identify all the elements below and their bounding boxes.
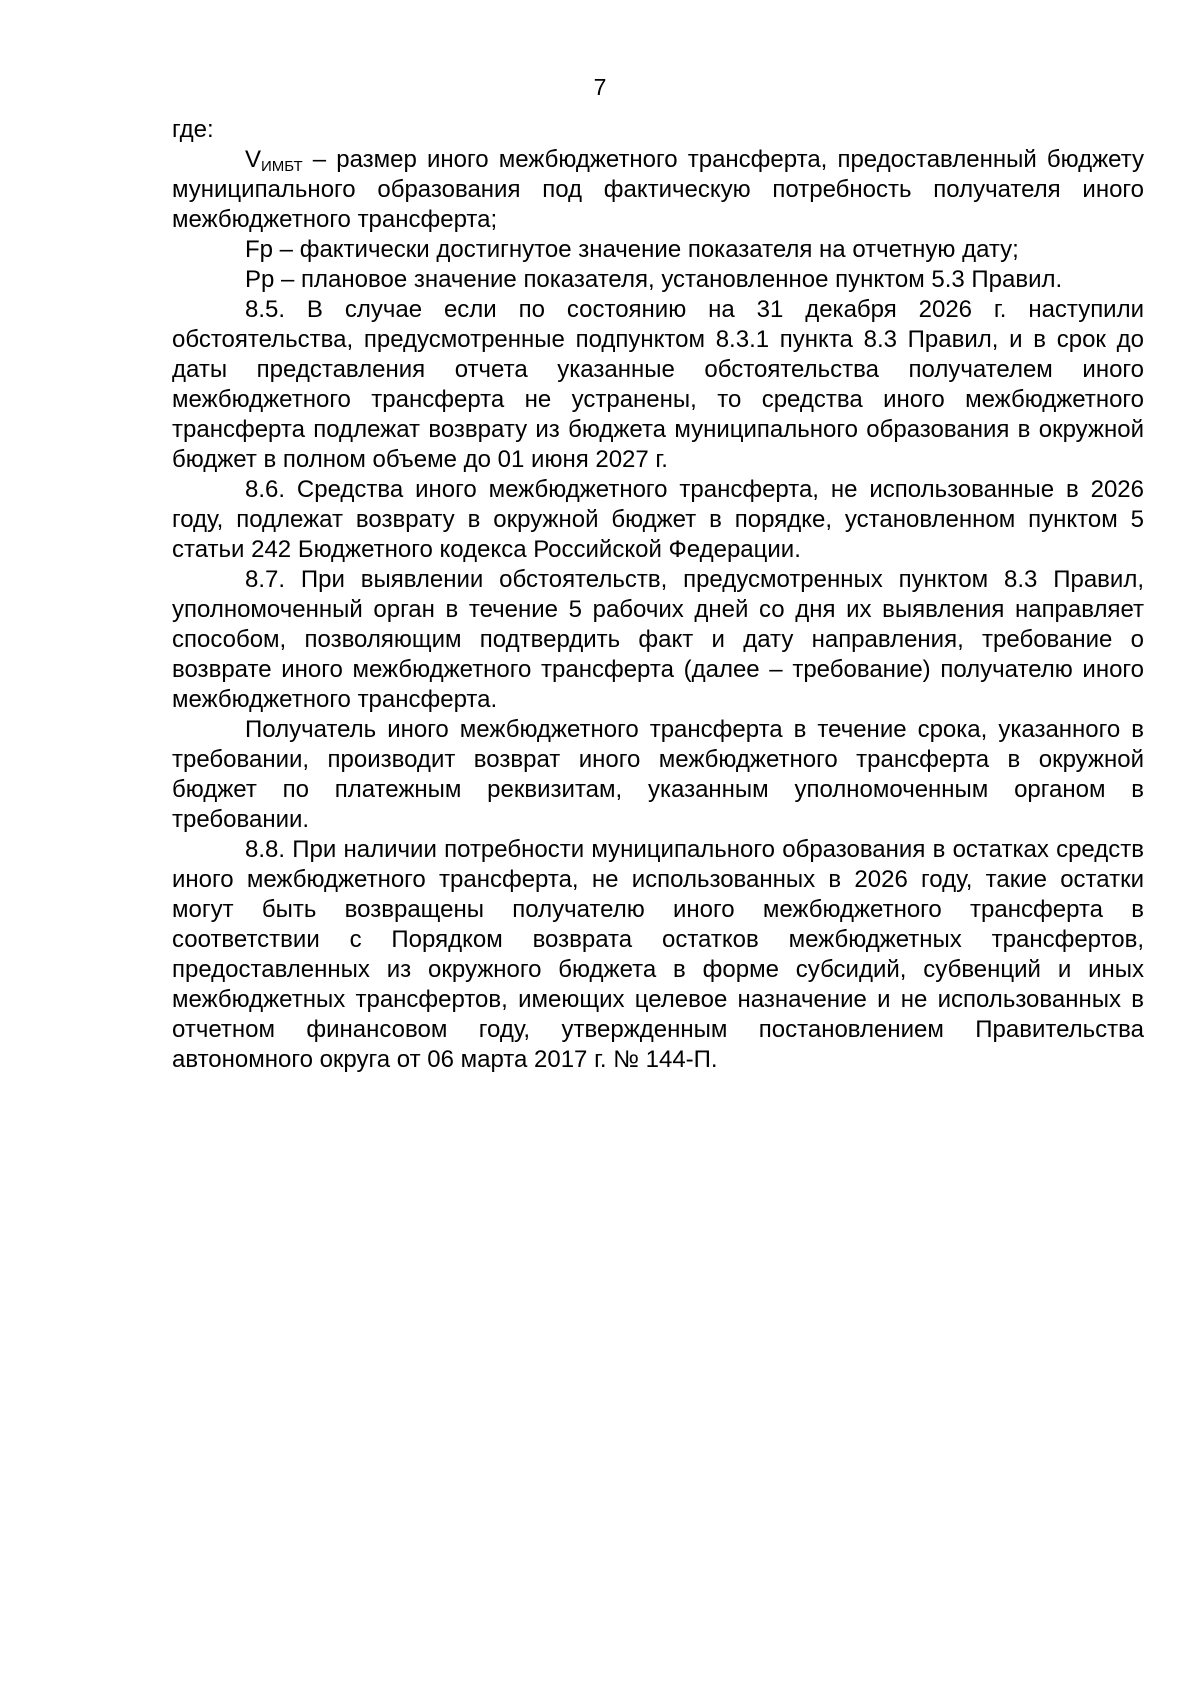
- definition-v-imbt: [172, 145, 1144, 235]
- paragraph-8-7-recipient: Получатель иного межбюджетного трансферта в течение срока, указанного в требовании, производит возврат иного межбюджетного трансферта в окружной бюджет по платежным реквизитам, указанным уполномоченным органом в требовании.: [172, 716, 1144, 833]
- paragraph-8-5: 8.5. В случае если по состоянию на 31 декабря 2026 г. наступили обстоятельства, предусмотренные подпунктом 8.3.1 пункта 8.3 Правил, и в срок до даты представления отчета указанные обстоятельства получателем иного межбюджетного трансферта не устранены, то средства иного межбюджетного трансферта подлежат возврату из бюджета муниципального образования в окружной бюджет в полном объеме до 01 июня 2027 г.: [172, 296, 1144, 473]
- intro-text: где:: [172, 116, 214, 143]
- v-symbol: V: [245, 146, 262, 173]
- v-subscript: ИМБТ: [261, 158, 303, 175]
- paragraph-8-6: 8.6. Средства иного межбюджетного трансферта, не использованные в 2026 году, подлежат возврату в окружной бюджет в порядке, установленном пунктом 5 статьи 242 Бюджетного кодекса Российской Федерации.: [172, 476, 1144, 563]
- paragraph-8-8: 8.8. При наличии потребности муниципального образования в остатках средств иного межбюджетного трансферта, не использованных в 2026 году, такие остатки могут быть возвращены получателю иного межбюджетного трансферта в соответствии с Порядком возврата остатков межбюджетных трансфертов, предоставленных из окружного бюджета в форме субсидий, субвенций и иных межбюджетных трансфертов, имеющих целевое назначение и не использованных в отчетном финансовом году, утвержденным постановлением Правительства автономного округа от 06 марта 2017 г. № 144-П.: [172, 836, 1144, 1073]
- document-body: [172, 115, 1144, 1075]
- page-number: 7: [593, 74, 607, 100]
- definition-fp: Fp – фактически достигнутое значение показателя на отчетную дату;: [245, 236, 1019, 263]
- paragraph-8-7: 8.7. При выявлении обстоятельств, предусмотренных пунктом 8.3 Правил, уполномоченный орган в течение 5 рабочих дней со дня их выявления направляет способом, позволяющим подтвердить факт и дату направления, требование о возврате иного межбюджетного трансферта (далее – требование) получателю иного межбюджетного трансферта.: [172, 566, 1144, 713]
- definition-pp: Pp – плановое значение показателя, установленное пунктом 5.3 Правил.: [245, 266, 1063, 293]
- v-definition-text: – размер иного межбюджетного трансферта, предоставленный бюджету муниципального образования под фактическую потребность получателя иного межбюджетного трансферта;: [172, 146, 1144, 233]
